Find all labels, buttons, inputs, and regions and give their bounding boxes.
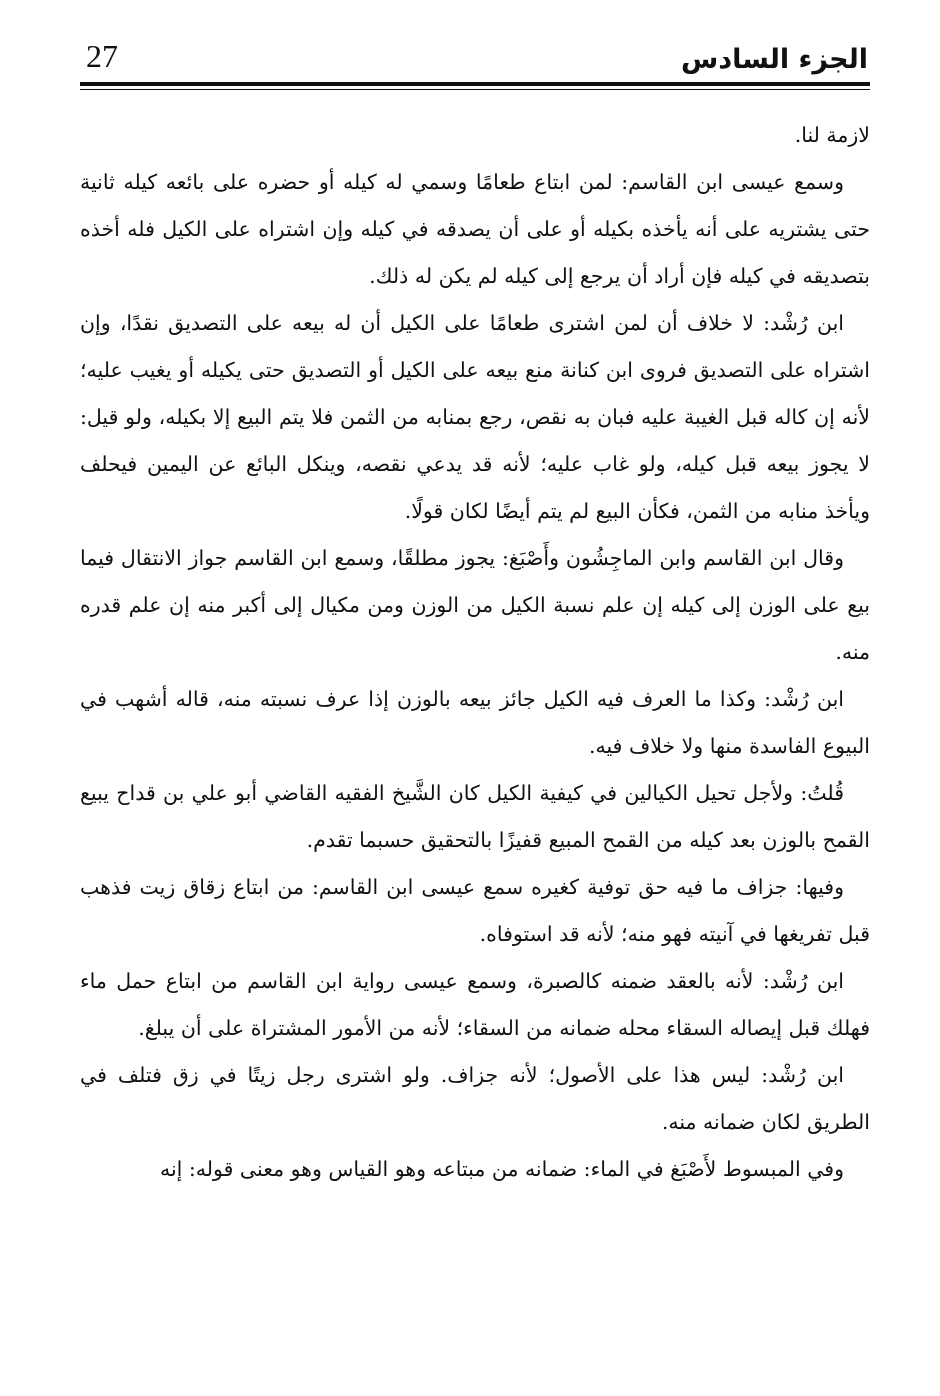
paragraph: ابن رُشْد: لا خلاف أن لمن اشترى طعامًا على الكيل أن له بيعه على التصديق نقدًا، وإن اشتراه على التصديق فروى ابن كنانة منع بيعه على الكيل أو التصديق حتى يكيله أو يغيب عليه؛ لأنه إن كاله قبل الغيبة عليه فبان به نقص، رجع بمنابه من الثمن فلا يتم البيع إلا بكيله، ولو قيل: لا يجوز بيعه قبل كيله، ولو غاب عليه؛ لأنه قد يدعي نقصه، وينكل البائع عن اليمين فيحلف ويأخذ منابه من الثمن، فكأن البيع لم يتم أيضًا لكان قولًا.	[80, 311, 870, 523]
header-rule-thin	[80, 89, 870, 90]
paragraph: ابن رُشْد: وكذا ما العرف فيه الكيل جائز بيعه بالوزن إذا عرف نسبته منه، قاله أشهب في البيوع الفاسدة منها ولا خلاف فيه.	[80, 687, 870, 758]
paragraph: لازمة لنا.	[794, 123, 870, 147]
paragraph: وقال ابن القاسم وابن الماجِشُون وأَصْبَغ: يجوز مطلقًا، وسمع ابن القاسم جواز الانتقال فيما بيع على الوزن إلى كيله إن علم نسبة الكيل من الوزن ومن مكيال إلى أكبر منه إن علم قدره منه.	[80, 546, 870, 664]
paragraph: وفيها: جزاف ما فيه حق توفية كغيره سمع عيسى ابن القاسم: من ابتاع زقاق زيت فذهب قبل تفريغها في آنيته فهو منه؛ لأنه قد استوفاه.	[80, 875, 870, 946]
body-text	[80, 112, 870, 1193]
book-page	[80, 0, 870, 1396]
paragraph: قُلتُ: ولأجل تحيل الكيالين في كيفية الكيل كان الشَّيخ الفقيه القاضي أبو علي بن قداح يبيع القمح بالوزن بعد كيله من القمح المبيع قفيزًا بالتحقيق حسبما تقدم.	[80, 781, 870, 852]
paragraph: وسمع عيسى ابن القاسم: لمن ابتاع طعامًا وسمي له كيله أو حضره على بائعه كيله ثانية حتى يشتريه على أنه يأخذه بكيله أو على أن يصدقه في كيله وإن اشتراه على الكيل فله أخذه بتصديقه في كيله فإن أراد أن يرجع إلى كيله لم يكن له ذلك.	[80, 170, 870, 288]
paragraph: وفي المبسوط لأَصْبَغ في الماء: ضمانه من مبتاعه وهو القياس وهو معنى قوله: إنه	[159, 1157, 844, 1181]
running-head: الجزء السادس	[681, 44, 868, 75]
page-header	[80, 30, 870, 82]
header-rule-thick	[80, 82, 870, 86]
page-number: 27	[86, 38, 118, 74]
paragraph: ابن رُشْد: ليس هذا على الأصول؛ لأنه جزاف. ولو اشترى رجل زيتًا في زق فتلف في الطريق لكان ضمانه منه.	[80, 1063, 870, 1134]
paragraph: ابن رُشْد: لأنه بالعقد ضمنه كالصبرة، وسمع عيسى رواية ابن القاسم من ابتاع حمل ماء فهلك قبل إيصاله السقاء محله ضمانه من السقاء؛ لأنه من الأمور المشتراة على أن يبلغ.	[80, 969, 870, 1040]
